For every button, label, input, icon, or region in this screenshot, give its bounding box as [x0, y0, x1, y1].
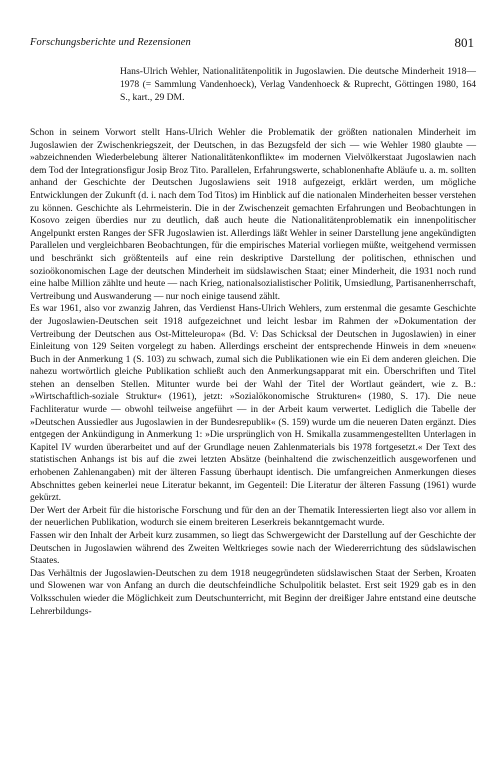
paragraph: Fassen wir den Inhalt der Arbeit kurz zusammen, so liegt das Schwergewicht der Darstellung auf der Geschichte der Deutschen in Jugoslawien während des Zweiten Weltkrieges sowie nach der Wiedererrichtung des südslawischen Staates.	[30, 530, 476, 567]
book-reference: Hans-Ulrich Wehler, Nationalitätenpolitik in Jugoslawien. Die deutsche Minderheit 1918—1978 (= Sammlung Vandenhoeck), Verlag Vandenhoeck & Ruprecht, Göttingen 1980, 164 S., kart., 29 DM.	[120, 66, 476, 104]
paragraph: Der Wert der Arbeit für die historische Forschung und für den an der Thematik Interessierten liegt also vor allem in der neuerlichen Publikation, wodurch sie einem breiteren Leserkreis bekanntgemacht wurde.	[30, 504, 476, 529]
paragraph: Es war 1961, also vor zwanzig Jahren, das Verdienst Hans-Ulrich Wehlers, zum erstenmal die gesamte Geschichte der Jugoslawien-Deutschen seit 1918 aufgezeichnet und leicht lesbar im Rahmen der »Dokumentation der Vertreibung der Deutschen aus Ost-Mitteleuropa« (Bd. V: Das Schicksal der Deutschen in Jugoslawien) in einer Einleitung von 129 Seiten vorgelegt zu haben. Allerdings erscheint der entsprechende Hinweis in dem »neuen« Buch in der Anmerkung 1 (S. 103) zu schwach, zumal sich die Publikationen wie ein Ei dem anderen gleichen. Die nahezu wortwörtlich gleiche Publikation schließt auch den Anmerkungsapparat mit ein. Überschriften und Titel stehen an denselben Stellen. Mitunter wurde bei der Wahl der Titel der Wortlaut geändert, wie z. B.: »Wirtschaftlich-soziale Struktur« (1961), jetzt: »Sozialökonomische Strukturen« (1980, S. 17). Die neue Fachliteratur wurde — obwohl teilweise angeführt — in der Arbeit kaum verwertet. Lediglich die Tabelle der »Deutschen Aussiedler aus Jugoslawien in der Bundesrepublik« (S. 159) wurde um die neueren Daten ergänzt. Dies entgegen der Ankündigung in Anmerkung 1: »Die ursprünglich von H. Smikalla zusammengestellten Unterlagen in Kapitel IV wurden überarbeitet und auf der Grundlage neuen Zahlenmaterials bis 1978 fortgesetzt.« Der Text des statistischen Anhangs ist bis auf die zwei letzten Absätze (beinhaltend die zwischenzeitlich ausgeworfenen und erhobenen Zahlenangaben) mit der älteren Fassung überhaupt identisch. Die umfangreichen Anmerkungen dieses Abschnittes geben keinerlei neue Literatur bekannt, im Gegenteil: Die Literatur der älteren Fassung (1961) wurde gekürzt.	[30, 303, 476, 504]
review-body	[30, 127, 476, 618]
page-number: 801	[454, 35, 474, 50]
running-head: Forschungsberichte und Rezensionen	[30, 37, 191, 48]
page-header	[30, 37, 474, 53]
paragraph: Schon in seinem Vorwort stellt Hans-Ulrich Wehler die Problematik der größten nationalen Minderheit im Jugoslawien der Zwischenkriegszeit, der Deutschen, in das Bezugsfeld der sich — wie Wehler 1980 glaubte — »abzeichnenden Wiederbelebung älterer Nationalitätenkonflikte« im modernen Vielvölkerstaat Jugoslawien nach dem Tod der Integrationsfigur Josip Broz Tito. Parallelen, Erfahrungswerte, schablonenhafte Abläufe u. a. m. sollten anhand der Geschichte der Deutschen Jugoslawiens seit 1918 aufgezeigt, erklärt werden, um mögliche Entwicklungen der Zukunft (d. i. nach dem Tod Titos) im Hinblick auf die nationalen Minderheiten besser verstehen zu können. Geschichte als Lehrmeisterin. Die in der Zwischenzeit gemachten Erfahrungen und Beobachtungen in Kosovo zeigen überdies nur zu deutlich, daß auch heute die Nationalitätenproblematik ein innenpolitischer Angelpunkt ersten Ranges der SFR Jugoslawien ist. Allerdings läßt Wehler in seiner Darstellung jene angekündigten Parallelen und vergleichbaren Beobachtungen, für die empirisches Material vorliegen müßte, weitgehend vermissen und beschränkt sich größtenteils auf eine rein deskriptive Darstellung der politischen, ethnischen und sozioökonomischen Lage der deutschen Minderheit im südslawischen Staat; einer Minderheit, die 1931 noch rund eine halbe Million zählte und heute — nach Krieg, nationalsozialistischer Politik, Umsiedlung, Partisanenherrschaft, Vertreibung und Auswanderung — nur noch einige tausend zählt.	[30, 127, 476, 302]
paragraph: Das Verhältnis der Jugoslawien-Deutschen zu dem 1918 neugegründeten südslawischen Staat der Serben, Kroaten und Slowenen war von Anfang an durch die deutschfeindliche Schulpolitik belastet. Erst seit 1929 gab es in den Volksschulen wieder die Möglichkeit zum Deutschunterricht, mit Beginn der dreißiger Jahre entstand eine deutsche Lehrerbildungs-	[30, 567, 476, 617]
